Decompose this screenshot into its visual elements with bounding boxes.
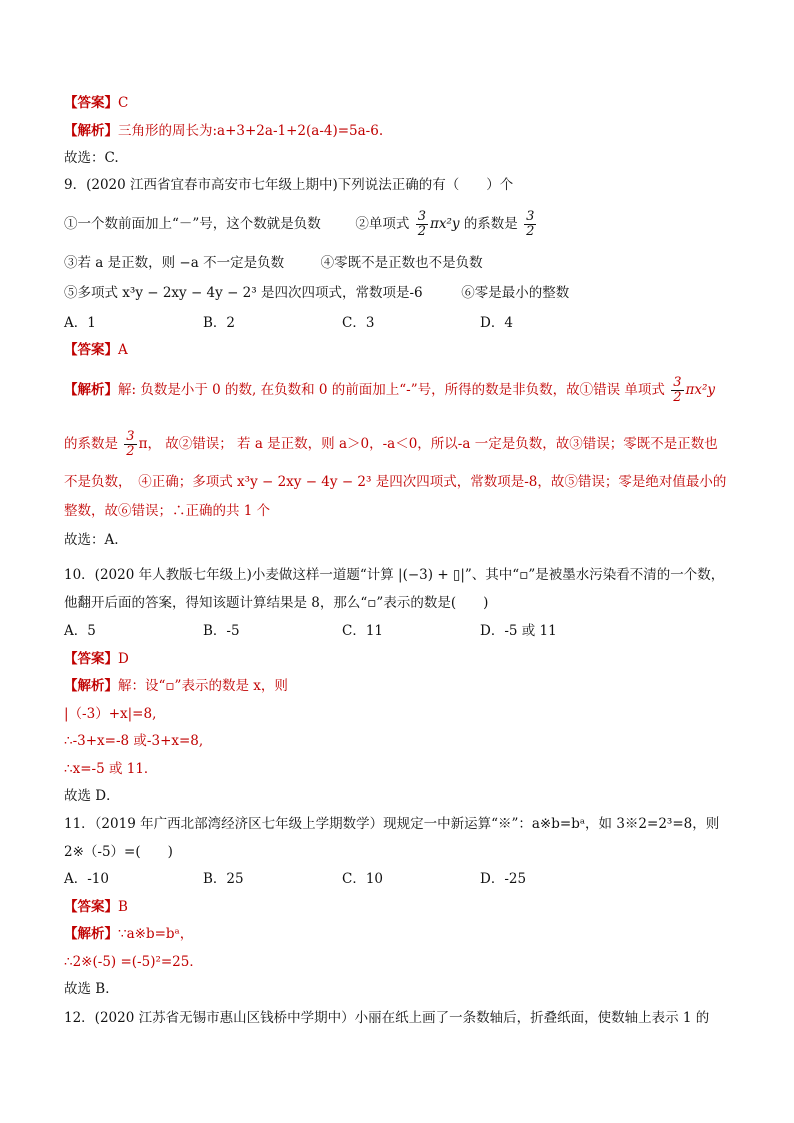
q11-option-d: D．-25 [480, 871, 527, 887]
q9-conclusion: 故选：A. [64, 532, 119, 548]
q9-statements-row3 [64, 283, 569, 303]
analysis-tag: 【解析】 [64, 926, 118, 942]
fraction-denominator: 2 [417, 224, 426, 239]
answer-value: B [118, 899, 128, 915]
q10-option-d: D．-5 或 11 [480, 623, 557, 639]
q9-option-b: B．2 [203, 315, 236, 331]
q9-option-a: A．1 [64, 315, 96, 331]
analysis-text: 的系数是 [64, 436, 118, 452]
q10-analysis-line1 [64, 676, 288, 696]
q10-stem-line2: 他翻开后面的答案，得知该题计算结果是 8，那么“▫”表示的数是( ) [64, 595, 489, 611]
q9-statements-row2 [64, 253, 483, 273]
q12-stem: 12．(2020 江苏省无锡市惠山区钱桥中学期中）小丽在纸上画了一条数轴后，折叠纸面，使数轴上表示 1 的 [64, 1010, 710, 1026]
statement-text: 的系数是 [463, 216, 518, 232]
q9-option-c: C．3 [342, 315, 375, 331]
q9-statements-row1 [64, 210, 538, 239]
fraction [524, 210, 536, 239]
q10-analysis-line4: ∴x=-5 或 11． [64, 761, 158, 777]
q9-analysis-line3: 不是负数， ④正确；多项式 x³y − 2xy − 4y − 2³ 是四次四项式，常数项是-8，故⑤错误；零是绝对值最小的 [64, 474, 727, 490]
q9-statement-6: ⑥零是最小的整数 [461, 285, 570, 301]
fraction [124, 430, 136, 459]
answer-tag: 【答案】 [64, 899, 118, 915]
q9-statement-5: ⑤多项式 x³y − 2xy − 4y − 2³ 是四次四项式，常数项是-6 [64, 285, 423, 301]
q8-conclusion: 故选：C. [64, 150, 119, 166]
q9-statement-1: ①一个数前面加上“－”号，这个数就是负数 [64, 216, 321, 232]
fraction-denominator: 2 [126, 444, 135, 459]
analysis-tag: 【解析】 [64, 123, 118, 139]
q9-analysis-line1 [64, 376, 715, 405]
answer-value: A [118, 342, 128, 358]
answer-tag: 【答案】 [64, 651, 118, 667]
q11-conclusion: 故选 B． [64, 981, 119, 997]
statement-text: ②单项式 [355, 216, 410, 232]
q11-answer-line [64, 897, 128, 917]
analysis-text: π， 故②错误； 若 a 是正数，则 a＞0，-a＜0，所以-a 一定是负数，故③错误；零既不是正数也 [138, 436, 718, 452]
q11-analysis-line1 [64, 924, 193, 944]
answer-tag: 【答案】 [64, 95, 118, 111]
q8-analysis-line [64, 121, 383, 141]
math-term: πx²y [685, 382, 716, 398]
fraction [416, 210, 428, 239]
fraction [671, 376, 683, 405]
q10-analysis-line2: |（-3）+x|=8, [64, 706, 157, 722]
q11-option-c: C．10 [342, 871, 384, 887]
q10-option-a: A．5 [64, 623, 96, 639]
q11-stem-line1: 11．（2019 年广西北部湾经济区七年级上学期数学）现规定一中新运算“※”：a※b=bᵃ，如 3※2=2³=8，则 [64, 816, 720, 832]
q9-answer-line [64, 340, 128, 360]
fraction-numerator: 3 [417, 209, 426, 224]
fraction-numerator: 3 [126, 429, 135, 444]
fraction-denominator: 2 [673, 390, 682, 405]
q9-statement-4: ④零既不是正数也不是负数 [320, 255, 483, 271]
q8-answer-line [64, 93, 128, 113]
q11-stem-line2: 2※（-5）=( ) [64, 844, 173, 860]
fraction-numerator: 3 [526, 209, 535, 224]
q9-statement-3: ③若 a 是正数，则 −a 不一定是负数 [64, 255, 285, 271]
q10-option-b: B．-5 [203, 623, 240, 639]
math-term: πx²y [429, 216, 460, 232]
analysis-text: 解: 负数是小于 0 的数, 在负数和 0 的前面加上“-”号，所得的数是非负数，故①错误 单项式 [118, 382, 665, 398]
q11-analysis-line2: ∴2※(-5) =(-5)²=25． [64, 954, 203, 970]
analysis-tag: 【解析】 [64, 678, 118, 694]
analysis-tag: 【解析】 [64, 382, 118, 398]
analysis-text: ∵a※b=bᵃ， [118, 926, 194, 942]
answer-value: D [118, 651, 129, 667]
fraction-numerator: 3 [673, 375, 682, 390]
answer-value: C [118, 95, 129, 111]
q9-statement-2 [355, 209, 538, 239]
q9-option-d: D．4 [480, 315, 513, 331]
analysis-text: 解：设“▫”表示的数是 x，则 [118, 678, 288, 694]
q11-option-a: A．-10 [64, 871, 109, 887]
q10-option-c: C．11 [342, 623, 384, 639]
q9-analysis-line4: 整数，故⑥错误；∴正确的共 1 个 [64, 503, 271, 519]
q10-stem-line1: 10．(2020 年人教版七年级上)小麦做这样一道题“计算 |(−3) + ▯|”、其中“▫”是被墨水污染看不清的一个数， [64, 567, 725, 583]
q10-conclusion: 故选 D． [64, 788, 120, 804]
fraction-denominator: 2 [526, 224, 535, 239]
q10-analysis-line3: ∴-3+x=-8 或-3+x=8, [64, 733, 204, 749]
answer-tag: 【答案】 [64, 342, 118, 358]
q9-stem: 9．(2020 江西省宜春市高安市七年级上期中)下列说法正确的有（ ）个 [64, 177, 514, 193]
analysis-text: 三角形的周长为:a+3+2a-1+2(a-4)=5a-6. [118, 123, 384, 139]
q10-answer-line [64, 649, 129, 669]
q9-analysis-line2 [64, 430, 718, 459]
q11-option-b: B．25 [203, 871, 244, 887]
